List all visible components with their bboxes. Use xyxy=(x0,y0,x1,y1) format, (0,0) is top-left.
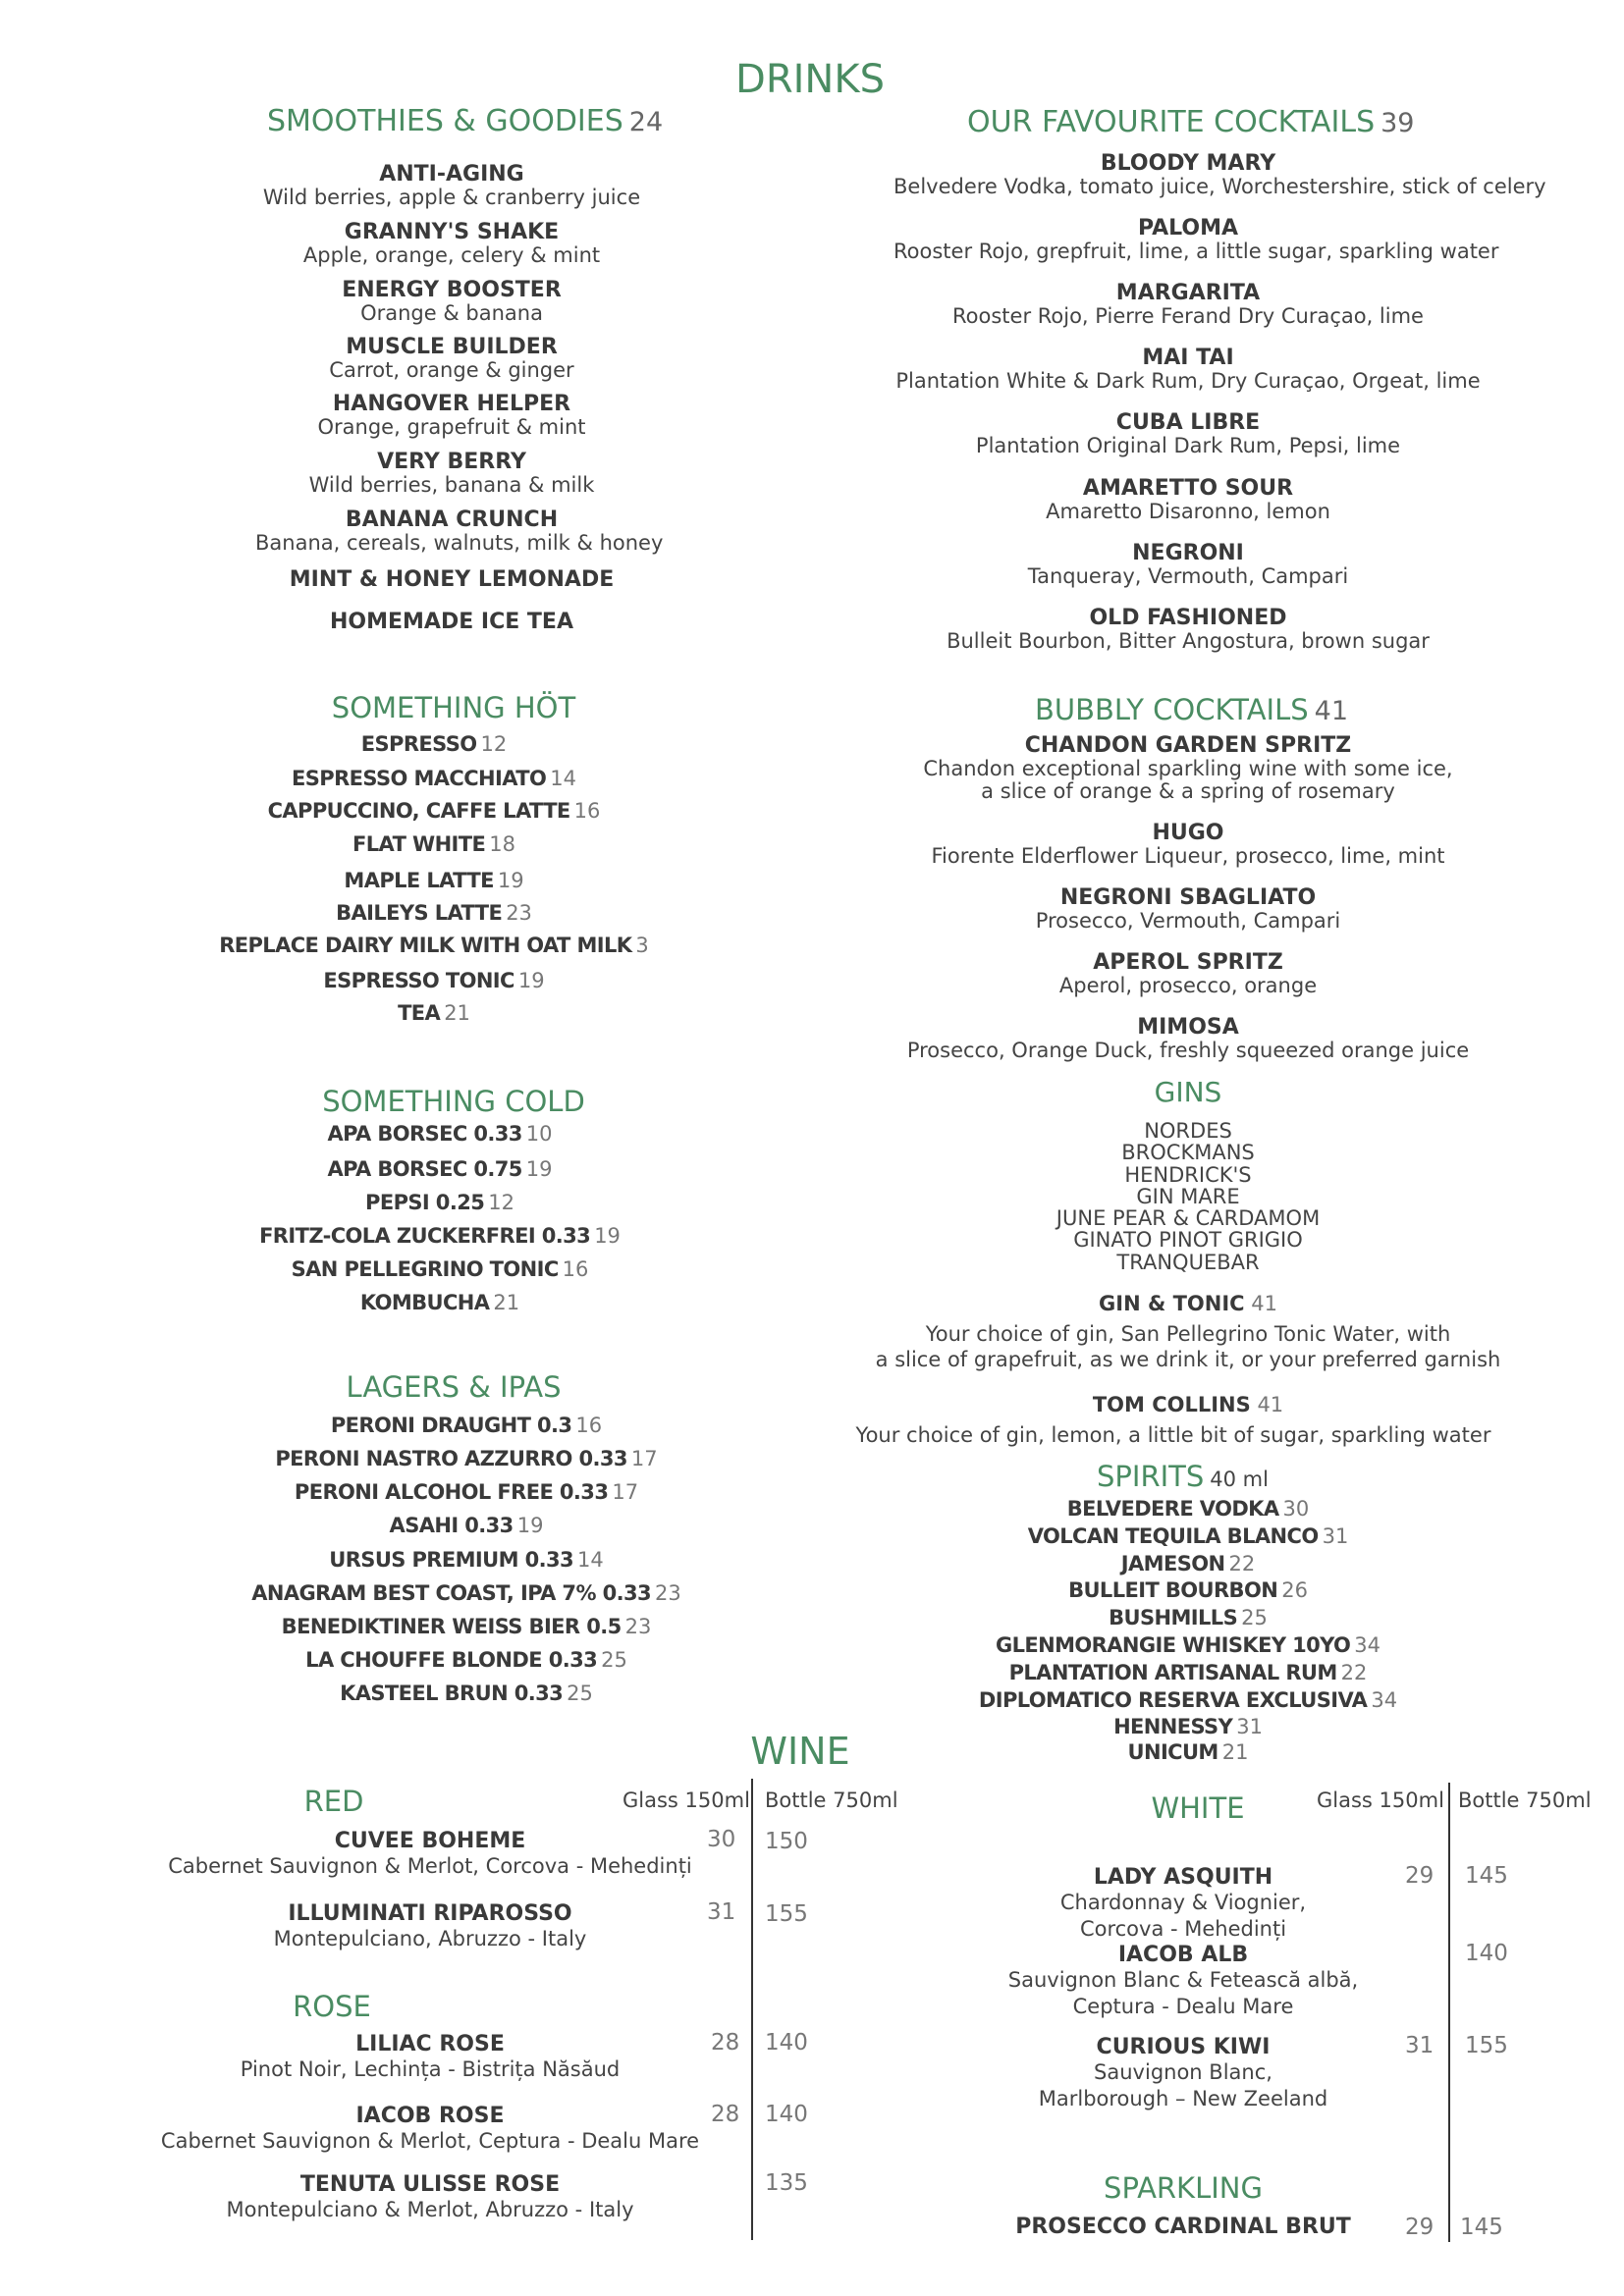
sparkling-heading: SPARKLING xyxy=(1104,2171,1263,2205)
smoothie-name: ANTI-AGING xyxy=(379,162,524,187)
cocktail-item xyxy=(893,541,1483,588)
spirit-item-price: 22 xyxy=(1228,1552,1256,1575)
cold-item-price: 19 xyxy=(525,1157,553,1181)
hot-item-name: REPLACE DAIRY MILK WITH OAT MILK xyxy=(219,934,632,957)
lager-item-name: PERONI ALCOHOL FREE 0.33 xyxy=(294,1480,609,1504)
hot-item xyxy=(139,767,729,790)
tom-collins-name: TOM COLLINS xyxy=(1092,1393,1251,1416)
lager-item xyxy=(172,1447,761,1470)
cocktail-name: AMARETTO SOUR xyxy=(1082,476,1294,501)
rose-wine-desc: Cabernet Sauvignon & Merlot, Ceptura - Dealu Mare xyxy=(160,2129,700,2153)
gins-list xyxy=(992,1120,1384,1273)
hot-item xyxy=(139,832,729,856)
rose-wine-desc: Pinot Noir, Lechința - Bistrița Năsăud xyxy=(240,2057,621,2081)
bubbly-desc: Aperol, prosecco, orange xyxy=(1058,974,1318,997)
cocktail-desc: Tanqueray, Vermouth, Campari xyxy=(1027,564,1349,588)
cocktail-desc: Amaretto Disaronno, lemon xyxy=(1046,500,1330,523)
bubbly-desc: Fiorente Elderflower Liqueur, prosecco, lime, mint xyxy=(931,844,1445,868)
spirit-item-name: GLENMORANGIE WHISKEY 10YO xyxy=(995,1633,1351,1657)
spirit-item-name: BUSHMILLS xyxy=(1109,1606,1238,1629)
white-wine xyxy=(908,1865,1458,1943)
cold-item-price: 19 xyxy=(594,1224,621,1248)
lager-item-name: ASAHI 0.33 xyxy=(389,1514,514,1537)
hot-item-price: 19 xyxy=(517,969,545,992)
wine-title: WINE xyxy=(750,1730,850,1773)
smoothie-name: GRANNY'S SHAKE xyxy=(344,220,560,244)
spirit-item xyxy=(893,1715,1483,1738)
hot-item xyxy=(139,732,729,756)
lager-item-name: URSUS PREMIUM 0.33 xyxy=(329,1548,573,1572)
smoothie-item xyxy=(255,335,648,382)
cocktail-name: MARGARITA xyxy=(1115,281,1261,305)
smoothie-name: ENERGY BOOSTER xyxy=(342,278,562,302)
tom-collins-desc: Your choice of gin, lemon, a little bit of sugar, sparkling water xyxy=(855,1423,1491,1447)
lager-item-name: PERONI NASTRO AZZURRO 0.33 xyxy=(275,1447,627,1470)
gin-tonic-desc: Your choice of gin, San Pellegrino Tonic Water, with xyxy=(925,1322,1451,1346)
gin-item: HENDRICK'S xyxy=(1124,1162,1252,1187)
cocktail-item xyxy=(893,346,1483,393)
white-wine-name: IACOB ALB xyxy=(1117,1943,1249,1967)
smoothie-name: BANANA CRUNCH xyxy=(345,507,559,532)
cocktail-name: NEGRONI xyxy=(1132,541,1244,565)
cold-item xyxy=(145,1224,734,1248)
smoothie-name: MUSCLE BUILDER xyxy=(346,335,558,359)
spirits-note: 40 ml xyxy=(1210,1468,1269,1491)
red-column-divider xyxy=(751,1779,753,2240)
smoothie-item xyxy=(255,392,648,439)
white-bottle-label: Bottle 750ml xyxy=(1458,1789,1592,1812)
white-wine xyxy=(908,2035,1458,2112)
spirit-item xyxy=(893,1606,1483,1629)
spirit-item-price: 21 xyxy=(1221,1740,1249,1764)
lager-item-price: 16 xyxy=(575,1414,603,1437)
tom-collins-price: 41 xyxy=(1257,1393,1284,1416)
tom-collins xyxy=(844,1393,1532,1416)
white-wine-glass-price: 29 xyxy=(1405,1863,1435,1889)
cold-item xyxy=(145,1291,734,1314)
bubbly-item xyxy=(893,821,1483,868)
cold-item-price: 10 xyxy=(525,1122,553,1146)
gin-item: NORDES xyxy=(1144,1119,1232,1143)
lager-item-name: KASTEEL BRUN 0.33 xyxy=(340,1682,564,1705)
red-heading: RED xyxy=(303,1785,364,1818)
cold-item-name: FRITZ-COLA ZUCKERFREI 0.33 xyxy=(259,1224,591,1248)
white-wine-desc: Sauvignon Blanc, xyxy=(1094,2060,1272,2084)
sparkling-wine-glass-price: 29 xyxy=(1405,2215,1435,2240)
hot-item-name: ESPRESSO xyxy=(360,732,477,756)
white-wine xyxy=(908,1943,1458,2020)
spirit-item-name: HENNESSY xyxy=(1113,1715,1233,1738)
smoothie-name: HOMEMADE ICE TEA xyxy=(330,610,573,634)
spirit-item-name: VOLCAN TEQUILA BLANCO xyxy=(1027,1524,1319,1548)
sparkling-wine xyxy=(908,2215,1458,2239)
spirit-item xyxy=(893,1688,1483,1712)
cocktail-desc: Belvedere Vodka, tomato juice, Worchestershire, stick of celery xyxy=(893,175,1546,198)
red-wine xyxy=(155,1829,705,1880)
hot-item xyxy=(139,1001,729,1025)
bubbly-name: MIMOSA xyxy=(1137,1015,1239,1040)
red-glass-label: Glass 150ml xyxy=(623,1789,750,1812)
lager-item-name: ANAGRAM BEST COAST, IPA 7% 0.33 xyxy=(251,1581,652,1605)
hot-item-name: MAPLE LATTE xyxy=(344,869,494,892)
cocktail-desc: Rooster Rojo, grepfruit, lime, a little sugar, sparkling water xyxy=(893,240,1499,263)
red-wine-desc: Cabernet Sauvignon & Merlot, Corcova - Mehedinți xyxy=(168,1854,692,1878)
white-wine-desc: Sauvignon Blanc & Fetească albă, xyxy=(1007,1968,1359,1992)
smoothies-heading: SMOOTHIES & GOODIES 24 xyxy=(267,104,664,138)
lagers-heading: LAGERS & IPAS xyxy=(346,1370,562,1404)
spirit-item-price: 34 xyxy=(1371,1688,1398,1712)
lager-item xyxy=(172,1480,761,1504)
smoothies-price: 24 xyxy=(628,107,664,137)
white-wine-desc: Chardonnay & Viognier, xyxy=(1059,1891,1307,1914)
spirit-item xyxy=(893,1524,1483,1548)
hot-item-price: 18 xyxy=(489,832,515,856)
spirit-item-name: PLANTATION ARTISANAL RUM xyxy=(1008,1661,1337,1684)
red-wine-glass-price: 30 xyxy=(707,1827,736,1852)
bubbly-item xyxy=(893,885,1483,933)
cocktail-desc: Plantation Original Dark Rum, Pepsi, lime xyxy=(975,434,1401,457)
cocktail-desc: Bulleit Bourbon, Bitter Angostura, brown sugar xyxy=(947,629,1430,653)
hot-item-name: FLAT WHITE xyxy=(352,832,486,856)
cold-item xyxy=(145,1257,734,1281)
cocktail-name: BLOODY MARY xyxy=(1100,151,1276,176)
red-wine-name: CUVEE BOHEME xyxy=(334,1829,526,1853)
white-wine-name: CURIOUS KIWI xyxy=(1096,2035,1271,2059)
cocktail-name: MAI TAI xyxy=(1142,346,1234,370)
hot-item-name: TEA xyxy=(398,1001,441,1025)
gin-tonic-name: GIN & TONIC xyxy=(1099,1292,1245,1315)
white-wine-bottle-price: 155 xyxy=(1465,2033,1508,2058)
smoothie-name: VERY BERRY xyxy=(377,450,526,474)
white-wine-bottle-price: 145 xyxy=(1465,1863,1508,1889)
spirit-item-price: 31 xyxy=(1322,1524,1349,1548)
hot-item-name: ESPRESSO MACCHIATO xyxy=(292,767,547,790)
bubbly-name: NEGRONI SBAGLIATO xyxy=(1059,885,1317,910)
cold-item xyxy=(145,1191,734,1214)
hot-item-price: 23 xyxy=(506,901,532,925)
rose-wine xyxy=(155,2032,705,2083)
lager-item-price: 17 xyxy=(630,1447,658,1470)
white-heading: WHITE xyxy=(1151,1791,1245,1825)
red-wine-glass-price: 31 xyxy=(707,1899,736,1925)
spirits-heading: SPIRITS 40 ml xyxy=(1097,1460,1269,1493)
cold-item xyxy=(145,1157,734,1181)
cocktail-item xyxy=(893,216,1499,263)
cocktail-item xyxy=(893,476,1483,523)
rose-wine-name: LILIAC ROSE xyxy=(355,2032,505,2056)
rose-wine xyxy=(155,2104,705,2155)
hot-item-price: 19 xyxy=(497,869,524,892)
cocktails-price: 39 xyxy=(1380,108,1415,138)
lager-item-name: BENEDIKTINER WEISS BIER 0.5 xyxy=(281,1615,622,1638)
smoothie-item xyxy=(255,610,648,634)
bubbly-item xyxy=(893,733,1483,803)
lager-item xyxy=(172,1648,761,1672)
spirit-item xyxy=(893,1633,1483,1657)
lager-item xyxy=(172,1548,761,1572)
hot-item-price: 3 xyxy=(635,934,649,957)
lager-item-name: PERONI DRAUGHT 0.3 xyxy=(330,1414,572,1437)
bubbly-item xyxy=(893,1015,1483,1062)
gin-tonic-price: 41 xyxy=(1251,1292,1277,1315)
hot-heading: SOMETHING HÖT xyxy=(331,691,576,724)
rose-wine-name: IACOB ROSE xyxy=(355,2104,505,2128)
spirit-item xyxy=(893,1497,1483,1521)
red-bottle-label: Bottle 750ml xyxy=(765,1789,898,1812)
lager-item-price: 23 xyxy=(624,1615,652,1638)
cocktail-item xyxy=(893,151,1546,198)
red-wine-name: ILLUMINATI RIPAROSSO xyxy=(288,1901,572,1926)
lager-item-price: 23 xyxy=(655,1581,681,1605)
cocktail-name: PALOMA xyxy=(1138,216,1238,240)
bubbly-heading: BUBBLY COCKTAILS 41 xyxy=(1035,693,1349,726)
smoothie-item xyxy=(255,567,648,592)
cold-item-price: 12 xyxy=(488,1191,514,1214)
spirit-item-name: DIPLOMATICO RESERVA EXCLUSIVA xyxy=(978,1688,1368,1712)
white-wine-desc-2: Corcova - Mehedinți xyxy=(1079,1917,1287,1941)
spirit-item xyxy=(893,1661,1483,1684)
hot-item xyxy=(139,799,729,823)
smoothie-item xyxy=(255,278,648,325)
gins-heading: GINS xyxy=(1154,1076,1222,1108)
smoothie-desc: Orange, grapefruit & mint xyxy=(317,415,586,439)
bubbly-desc: Chandon exceptional sparkling wine with some ice, xyxy=(923,757,1453,780)
cold-item-price: 21 xyxy=(493,1291,520,1314)
cold-item-name: APA BORSEC 0.75 xyxy=(327,1157,522,1181)
spirit-item-price: 22 xyxy=(1340,1661,1368,1684)
gin-item: JUNE PEAR & CARDAMOM xyxy=(1056,1206,1321,1231)
lager-item xyxy=(172,1414,761,1437)
smoothie-desc: Wild berries, apple & cranberry juice xyxy=(262,186,641,209)
white-wine-desc-2: Marlborough – New Zeeland xyxy=(1038,2087,1328,2110)
white-wine-bottle-price: 140 xyxy=(1465,1941,1508,1966)
cold-item-price: 16 xyxy=(562,1257,589,1281)
rose-wine xyxy=(155,2172,705,2223)
rose-wine-name: TENUTA ULISSE ROSE xyxy=(299,2172,561,2197)
white-glass-label: Glass 150ml xyxy=(1317,1789,1444,1812)
rose-wine-bottle-price: 135 xyxy=(765,2170,808,2196)
spirit-item-name: BELVEDERE VODKA xyxy=(1066,1497,1279,1521)
cocktail-item xyxy=(893,606,1483,653)
cocktail-item xyxy=(893,281,1483,328)
bubbly-name: APEROL SPRITZ xyxy=(1093,950,1283,975)
bubbly-price: 41 xyxy=(1314,696,1349,726)
cocktail-desc: Plantation White & Dark Rum, Dry Curaçao, Orgeat, lime xyxy=(895,369,1481,393)
page-title: DRINKS xyxy=(735,57,885,102)
smoothie-desc: Apple, orange, celery & mint xyxy=(302,243,601,267)
smoothie-name: MINT & HONEY LEMONADE xyxy=(289,567,615,592)
lager-item xyxy=(172,1581,761,1605)
hot-item xyxy=(139,934,729,957)
gin-item: BROCKMANS xyxy=(1121,1141,1255,1165)
smoothie-item xyxy=(255,450,648,497)
smoothie-item xyxy=(255,507,664,555)
red-wine-desc: Montepulciano, Abruzzo - Italy xyxy=(273,1927,587,1950)
bubbly-name: CHANDON GARDEN SPRITZ xyxy=(1024,733,1352,758)
hot-item-price: 21 xyxy=(444,1001,470,1025)
hot-item-price: 16 xyxy=(573,799,601,823)
red-wine-bottle-price: 150 xyxy=(765,1829,808,1854)
bubbly-desc-2: a slice of orange & a spring of rosemary xyxy=(981,779,1395,803)
cocktail-name: OLD FASHIONED xyxy=(1089,606,1287,630)
hot-item-name: ESPRESSO TONIC xyxy=(323,969,514,992)
white-wine-name: LADY ASQUITH xyxy=(1093,1865,1273,1890)
lager-item-price: 25 xyxy=(567,1682,593,1705)
spirit-item-name: JAMESON xyxy=(1120,1552,1225,1575)
rose-wine-bottle-price: 140 xyxy=(765,2102,808,2127)
spirit-item-price: 31 xyxy=(1236,1715,1263,1738)
spirit-item-price: 25 xyxy=(1241,1606,1268,1629)
cocktail-item xyxy=(893,410,1483,457)
rose-wine-bottle-price: 140 xyxy=(765,2030,808,2056)
smoothie-desc: Wild berries, banana & milk xyxy=(308,473,595,497)
bubbly-name: HUGO xyxy=(1152,821,1224,845)
cold-item xyxy=(145,1122,734,1146)
spirit-item xyxy=(893,1552,1483,1575)
bubbly-desc: Prosecco, Orange Duck, freshly squeezed orange juice xyxy=(906,1039,1470,1062)
gin-tonic-desc-2: a slice of grapefruit, as we drink it, or your preferred garnish xyxy=(875,1348,1501,1371)
red-wine xyxy=(155,1901,705,1952)
sparkling-wine-name: PROSECCO CARDINAL BRUT xyxy=(1015,2215,1351,2239)
hot-item xyxy=(139,969,729,992)
spirit-item-price: 30 xyxy=(1282,1497,1310,1521)
cold-item-name: APA BORSEC 0.33 xyxy=(327,1122,522,1146)
sparkling-wine-bottle-price: 145 xyxy=(1460,2215,1503,2240)
gin-tonic xyxy=(844,1292,1532,1315)
cocktail-name: CUBA LIBRE xyxy=(1115,410,1261,435)
smoothie-item xyxy=(255,220,648,267)
smoothie-desc: Carrot, orange & ginger xyxy=(329,358,574,382)
smoothie-name: HANGOVER HELPER xyxy=(332,392,571,416)
hot-item-price: 12 xyxy=(480,732,508,756)
lager-item xyxy=(172,1514,761,1537)
cocktail-desc: Rooster Rojo, Pierre Ferand Dry Curaçao, lime xyxy=(952,304,1424,328)
cold-item-name: SAN PELLEGRINO TONIC xyxy=(291,1257,559,1281)
rose-heading: ROSE xyxy=(293,1990,371,2023)
gin-item: GIN MARE xyxy=(1136,1184,1240,1208)
cold-item-name: PEPSI 0.25 xyxy=(365,1191,485,1214)
spirit-item-price: 34 xyxy=(1354,1633,1381,1657)
rose-wine-desc: Montepulciano & Merlot, Abruzzo - Italy xyxy=(226,2198,634,2221)
hot-item-name: BAILEYS LATTE xyxy=(336,901,503,925)
red-wine-bottle-price: 155 xyxy=(765,1901,808,1927)
bubbly-desc: Prosecco, Vermouth, Campari xyxy=(1035,909,1341,933)
hot-item-price: 14 xyxy=(550,767,576,790)
rose-wine-glass-price: 28 xyxy=(711,2030,740,2056)
lager-item-price: 17 xyxy=(612,1480,639,1504)
cold-heading: SOMETHING COLD xyxy=(322,1085,585,1118)
smoothie-item xyxy=(255,162,648,209)
gin-item: TRANQUEBAR xyxy=(1116,1250,1260,1274)
bubbly-item xyxy=(893,950,1483,997)
cocktails-heading: OUR FAVOURITE COCKTAILS 39 xyxy=(967,105,1415,139)
smoothie-desc: Banana, cereals, walnuts, milk & honey xyxy=(255,531,664,555)
white-wine-desc-2: Ceptura - Dealu Mare xyxy=(1072,1995,1294,2018)
hot-item-name: CAPPUCCINO, CAFFE LATTE xyxy=(267,799,570,823)
spirit-item-name: UNICUM xyxy=(1127,1740,1218,1764)
gin-item: GINATO PINOT GRIGIO xyxy=(1073,1228,1303,1253)
lager-item xyxy=(172,1682,761,1705)
hot-item xyxy=(139,901,729,925)
white-wine-glass-price: 31 xyxy=(1405,2033,1435,2058)
lager-item-price: 19 xyxy=(516,1514,544,1537)
lager-item-price: 14 xyxy=(577,1548,604,1572)
lager-item xyxy=(172,1615,761,1638)
spirit-item xyxy=(893,1740,1483,1764)
spirit-item xyxy=(893,1578,1483,1602)
rose-wine-glass-price: 28 xyxy=(711,2102,740,2127)
spirit-item-price: 26 xyxy=(1281,1578,1308,1602)
cold-item-name: KOMBUCHA xyxy=(359,1291,490,1314)
lager-item-price: 25 xyxy=(601,1648,627,1672)
lager-item-name: LA CHOUFFE BLONDE 0.33 xyxy=(305,1648,598,1672)
hot-item xyxy=(139,869,729,892)
smoothie-desc: Orange & banana xyxy=(360,301,543,325)
spirit-item-name: BULLEIT BOURBON xyxy=(1068,1578,1278,1602)
